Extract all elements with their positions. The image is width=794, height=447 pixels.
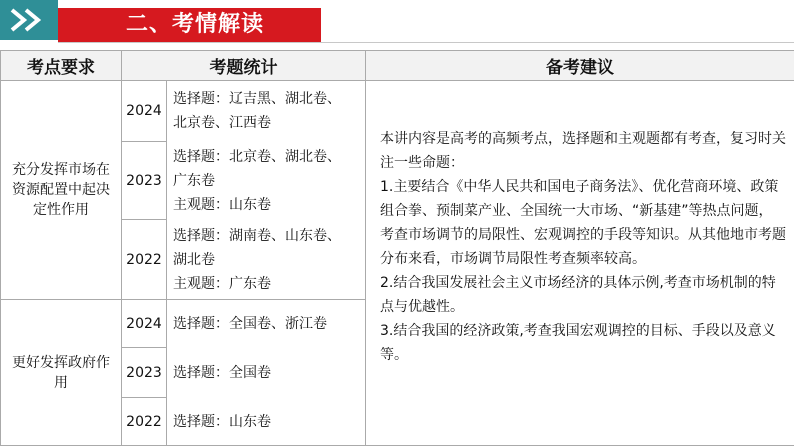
stat-line: 北京卷、江西卷 — [173, 115, 271, 131]
stat-line: 湖北卷 — [173, 251, 215, 268]
stat-line: 选择题：全国卷、浙江卷 — [173, 315, 327, 332]
year-cell: 2024 — [122, 300, 167, 348]
stat-cell — [167, 300, 366, 348]
stat-cell — [167, 81, 366, 142]
advice-cell — [366, 81, 794, 446]
header-advice: 备考建议 — [366, 51, 794, 81]
year-cell: 2022 — [122, 398, 167, 446]
stat-cell — [167, 142, 366, 220]
table-row — [1, 81, 794, 142]
decorative-tab — [0, 0, 58, 40]
exam-analysis-table — [0, 50, 794, 446]
year-cell: 2024 — [122, 81, 167, 142]
requirement-text: 充分发挥市场在资源配置中起决定性作用 — [12, 162, 110, 218]
stat-line: 主观题：广东卷 — [173, 275, 271, 292]
stat-cell — [167, 398, 366, 446]
advice-paragraph: 1.主要结合《中华人民共和国电子商务法》、优化营商环境、政策组合拳、预制菜产业、全国统一大市场、“新基建”等热点问题，考查市场调节的局限性、宏观调控的手段等知识。从其他地市考题分布来看，市场调节局限性考查频率较高。 — [380, 179, 786, 267]
requirement-cell — [1, 81, 122, 300]
stat-line: 选择题：辽吉黑、湖北卷、 — [173, 91, 341, 107]
stat-cell — [167, 348, 366, 398]
stat-cell — [167, 220, 366, 300]
stat-line: 选择题：北京卷、湖北卷、 — [173, 148, 341, 165]
double-chevron-right-icon — [4, 7, 50, 33]
section-title: 二、考情解读 — [58, 8, 321, 42]
year-cell: 2022 — [122, 220, 167, 300]
stat-line: 广东卷 — [173, 172, 215, 189]
table-header-row — [1, 51, 794, 81]
stat-line: 主观题：山东卷 — [173, 196, 271, 213]
advice-paragraph: 3.结合我国的经济政策,考查我国宏观调控的目标、手段以及意义等。 — [380, 323, 776, 363]
header-requirement: 考点要求 — [1, 51, 122, 81]
header-statistics: 考题统计 — [122, 51, 366, 81]
requirement-text: 更好发挥政府作用 — [12, 354, 110, 391]
year-cell: 2023 — [122, 348, 167, 398]
title-divider — [58, 42, 794, 43]
stat-line: 选择题：湖南卷、山东卷、 — [173, 227, 341, 244]
requirement-cell — [1, 300, 122, 446]
advice-paragraph: 本讲内容是高考的高频考点，选择题和主观题都有考查，复习时关注一些命题： — [380, 131, 786, 171]
stat-line: 选择题：全国卷 — [173, 364, 271, 381]
advice-paragraph: 2.结合我国发展社会主义市场经济的具体示例,考查市场机制的特点与优越性。 — [380, 275, 776, 315]
year-cell: 2023 — [122, 142, 167, 220]
stat-line: 选择题：山东卷 — [173, 413, 271, 430]
